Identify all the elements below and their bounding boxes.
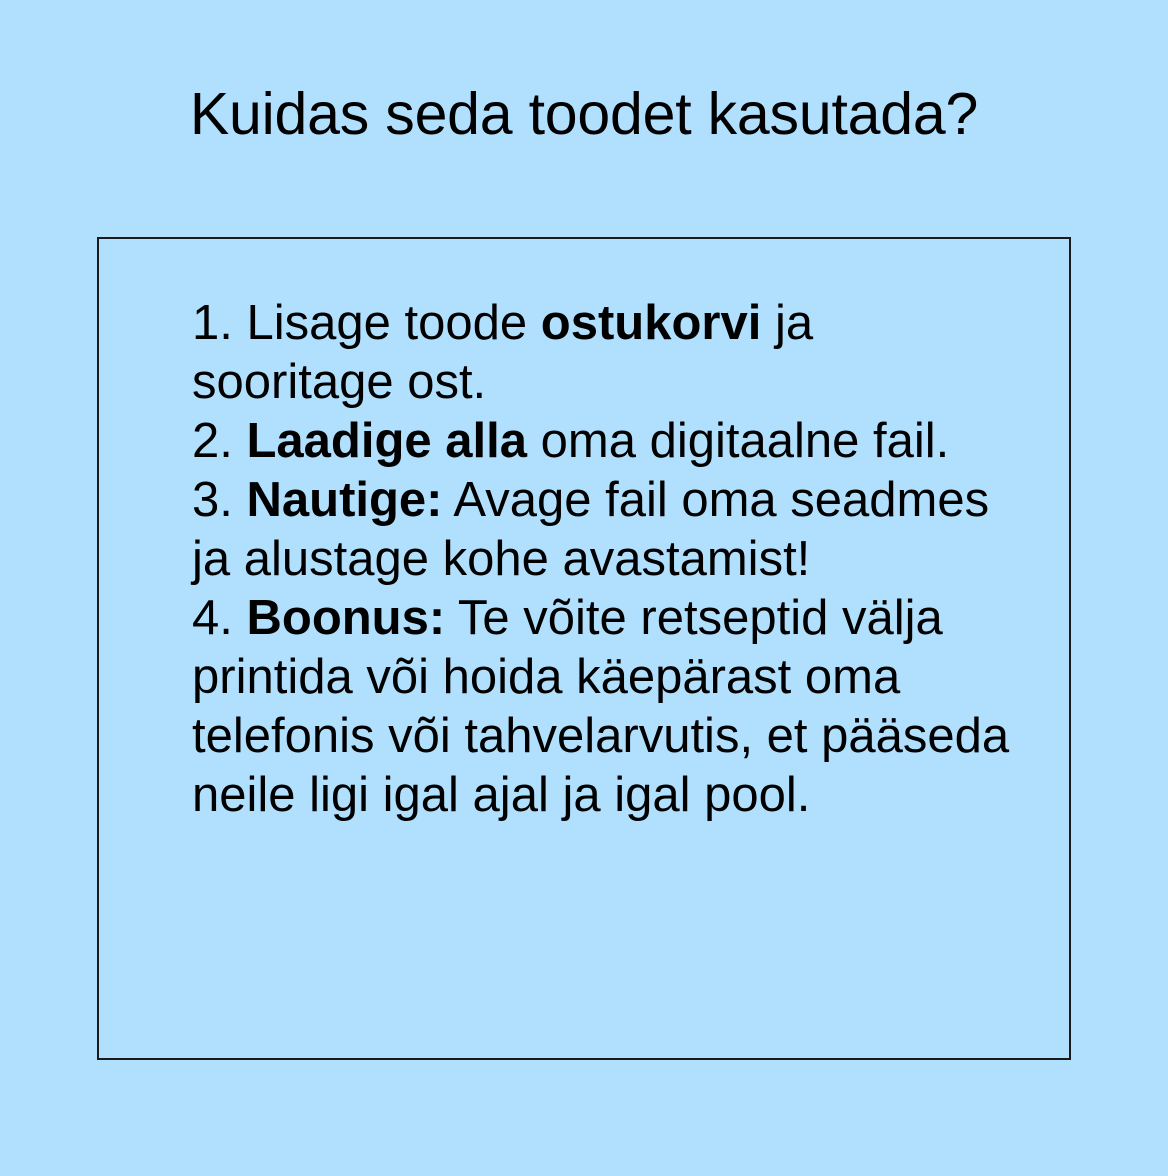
step-1 xyxy=(192,294,1022,412)
step-number: 3. xyxy=(192,473,233,527)
step-number: 2. xyxy=(192,414,233,468)
page-title: Kuidas seda toodet kasutada? xyxy=(189,81,979,147)
step-text-after: ja sooritage ost. xyxy=(192,296,814,409)
step-highlight: Laadige alla xyxy=(246,414,528,468)
step-number: 4. xyxy=(192,591,233,645)
step-4 xyxy=(192,589,1022,825)
step-3 xyxy=(192,471,1022,589)
step-text-before: Lisage toode xyxy=(246,296,528,350)
step-text-after: Avage fail oma seadmes ja alustage kohe avastamist! xyxy=(192,473,990,586)
step-text-after: oma digitaalne fail. xyxy=(540,414,950,468)
step-highlight: Boonus: xyxy=(246,591,446,645)
steps-list xyxy=(192,294,1022,825)
step-number: 1. xyxy=(192,296,233,350)
step-2 xyxy=(192,412,1022,471)
instructions-box xyxy=(97,237,1071,1060)
step-highlight: Nautige: xyxy=(246,473,443,527)
step-text-after: Te võite retseptid välja printida või hoida käepärast oma telefonis või tahvelarvutis, et pääseda neile ligi igal ajal ja igal pool. xyxy=(192,591,1010,822)
step-highlight: ostukorvi xyxy=(540,296,762,350)
